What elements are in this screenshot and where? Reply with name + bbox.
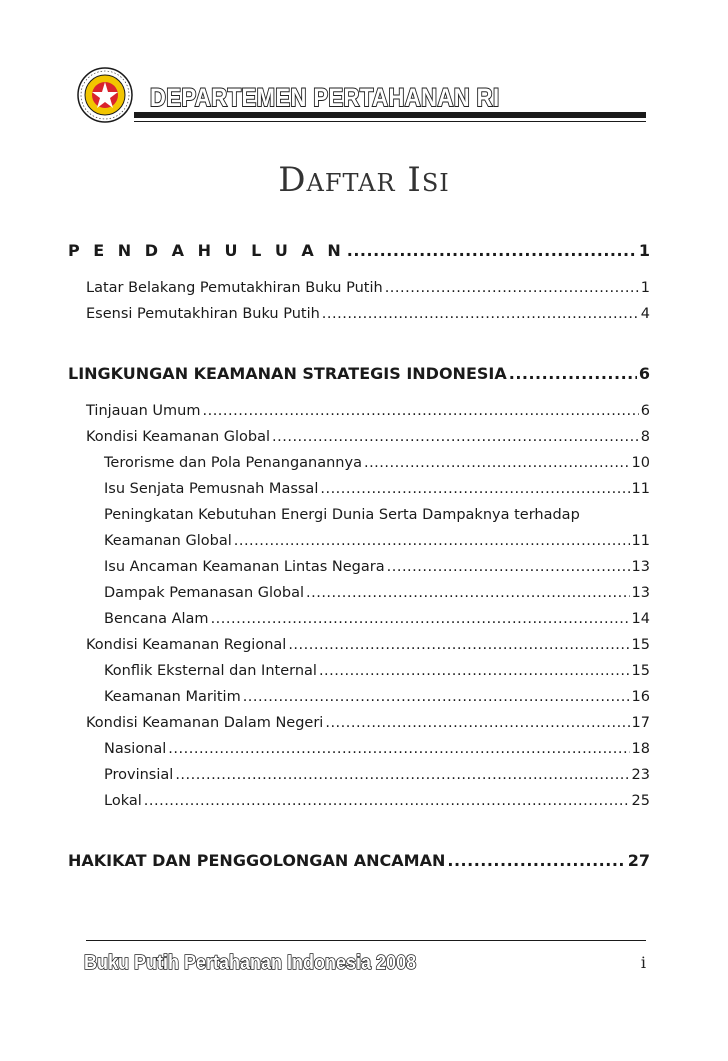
toc-entry[interactable]	[68, 606, 650, 632]
toc-entry-page: 1	[638, 241, 650, 260]
dot-leader	[364, 450, 630, 476]
header-rule	[134, 112, 646, 118]
dot-leader	[168, 736, 629, 762]
toc-entry[interactable]	[68, 580, 650, 606]
toc-entry[interactable]	[68, 658, 650, 684]
toc-entry[interactable]	[68, 736, 650, 762]
toc-entry[interactable]	[68, 710, 650, 736]
toc-entry-page: 10	[631, 455, 650, 471]
toc-entry[interactable]	[68, 476, 650, 502]
toc-entry[interactable]	[68, 275, 650, 301]
toc-entry-page: 14	[631, 611, 650, 627]
toc-entry-page: 8	[640, 429, 650, 445]
toc-entry-label: Isu Senjata Pemusnah Massal	[104, 481, 319, 497]
toc-entry-page: 6	[638, 364, 650, 383]
toc-entry-label: Kondisi Keamanan Dalam Negeri	[86, 715, 324, 731]
toc-entry-page: 15	[631, 663, 650, 679]
toc-entry-label: P E N D A H U L U A N	[68, 241, 345, 260]
toc-entry-page: 11	[631, 533, 650, 549]
dot-leader	[202, 398, 638, 424]
toc-entry-page: 25	[631, 793, 650, 809]
toc-entry-page: 16	[631, 689, 650, 705]
dot-leader	[175, 762, 629, 788]
toc-entry-label: Konflik Eksternal dan Internal	[104, 663, 317, 679]
ministry-emblem-icon	[76, 66, 134, 124]
dot-leader	[144, 788, 630, 814]
toc-entry-label: Tinjauan Umum	[86, 403, 201, 419]
dot-leader	[319, 658, 630, 684]
page-header	[76, 66, 646, 128]
toc-entry-page: 1	[640, 280, 650, 296]
toc-entry-label: Terorisme dan Pola Penanganannya	[104, 455, 362, 471]
dot-leader	[387, 554, 630, 580]
toc-entry[interactable]	[68, 632, 650, 658]
toc-section-lingkungan[interactable]	[68, 359, 650, 389]
toc-entry-label-line1[interactable]: Peningkatan Kebutuhan Energi Dunia Serta Dampaknya terhadap	[104, 507, 580, 523]
toc-entry-page: 17	[631, 715, 650, 731]
dot-leader	[325, 710, 629, 736]
table-of-contents	[68, 236, 650, 876]
toc-entry-label: Lokal	[104, 793, 142, 809]
header-rule-thin	[134, 121, 646, 122]
dot-leader	[234, 528, 630, 554]
toc-entry-label: Kondisi Keamanan Regional	[86, 637, 287, 653]
dot-leader	[272, 424, 639, 450]
toc-entry[interactable]	[68, 554, 650, 580]
toc-entry-label: Isu Ancaman Keamanan Lintas Negara	[104, 559, 385, 575]
toc-entry-label: Esensi Pemutakhiran Buku Putih	[86, 306, 320, 322]
dot-leader	[322, 301, 639, 327]
toc-entry-label: HAKIKAT DAN PENGGOLONGAN ANCAMAN	[68, 851, 446, 870]
dot-leader	[306, 580, 630, 606]
toc-entry-label: Latar Belakang Pemutakhiran Buku Putih	[86, 280, 383, 296]
toc-entry-label: Bencana Alam	[104, 611, 209, 627]
header-title: DEPARTEMEN PERTAHANAN RI	[150, 84, 500, 112]
dot-leader	[385, 275, 639, 301]
toc-entry-label: Keamanan Global	[104, 533, 232, 549]
toc-entry-page: 15	[631, 637, 650, 653]
toc-title: Daftar Isi	[278, 160, 450, 200]
toc-entry[interactable]	[68, 788, 650, 814]
toc-entry-label: Kondisi Keamanan Global	[86, 429, 271, 445]
dot-leader	[509, 359, 637, 389]
dot-leader	[320, 476, 629, 502]
toc-entry-page: 27	[627, 851, 650, 870]
dot-leader	[243, 684, 630, 710]
toc-section-pendahuluan[interactable]	[68, 236, 650, 266]
toc-entry-page: 6	[640, 403, 650, 419]
dot-leader	[347, 236, 637, 266]
page-number: i	[640, 953, 646, 972]
toc-entry-label: Dampak Pemanasan Global	[104, 585, 304, 601]
toc-entry-page: 13	[631, 585, 650, 601]
toc-entry-label: Nasional	[104, 741, 167, 757]
footer-rule	[86, 940, 646, 941]
toc-entry-page: 13	[631, 559, 650, 575]
footer-book-title: Buku Putih Pertahanan Indonesia 2008	[84, 952, 417, 974]
dot-leader	[211, 606, 630, 632]
toc-entry-page: 18	[631, 741, 650, 757]
toc-entry-page: 11	[631, 481, 650, 497]
toc-entry[interactable]	[68, 762, 650, 788]
dot-leader	[447, 846, 625, 876]
toc-entry[interactable]	[68, 528, 650, 554]
toc-entry[interactable]	[68, 424, 650, 450]
toc-entry[interactable]	[68, 301, 650, 327]
toc-entry[interactable]	[68, 684, 650, 710]
toc-entry-page: 4	[640, 306, 650, 322]
toc-entry[interactable]	[68, 398, 650, 424]
toc-entry-label: LINGKUNGAN KEAMANAN STRATEGIS INDONESIA	[68, 364, 507, 383]
toc-entry-label: Provinsial	[104, 767, 174, 783]
toc-entry-page: 23	[631, 767, 650, 783]
toc-entry[interactable]	[68, 450, 650, 476]
toc-entry-label: Keamanan Maritim	[104, 689, 241, 705]
toc-section-hakikat[interactable]	[68, 846, 650, 876]
dot-leader	[288, 632, 629, 658]
